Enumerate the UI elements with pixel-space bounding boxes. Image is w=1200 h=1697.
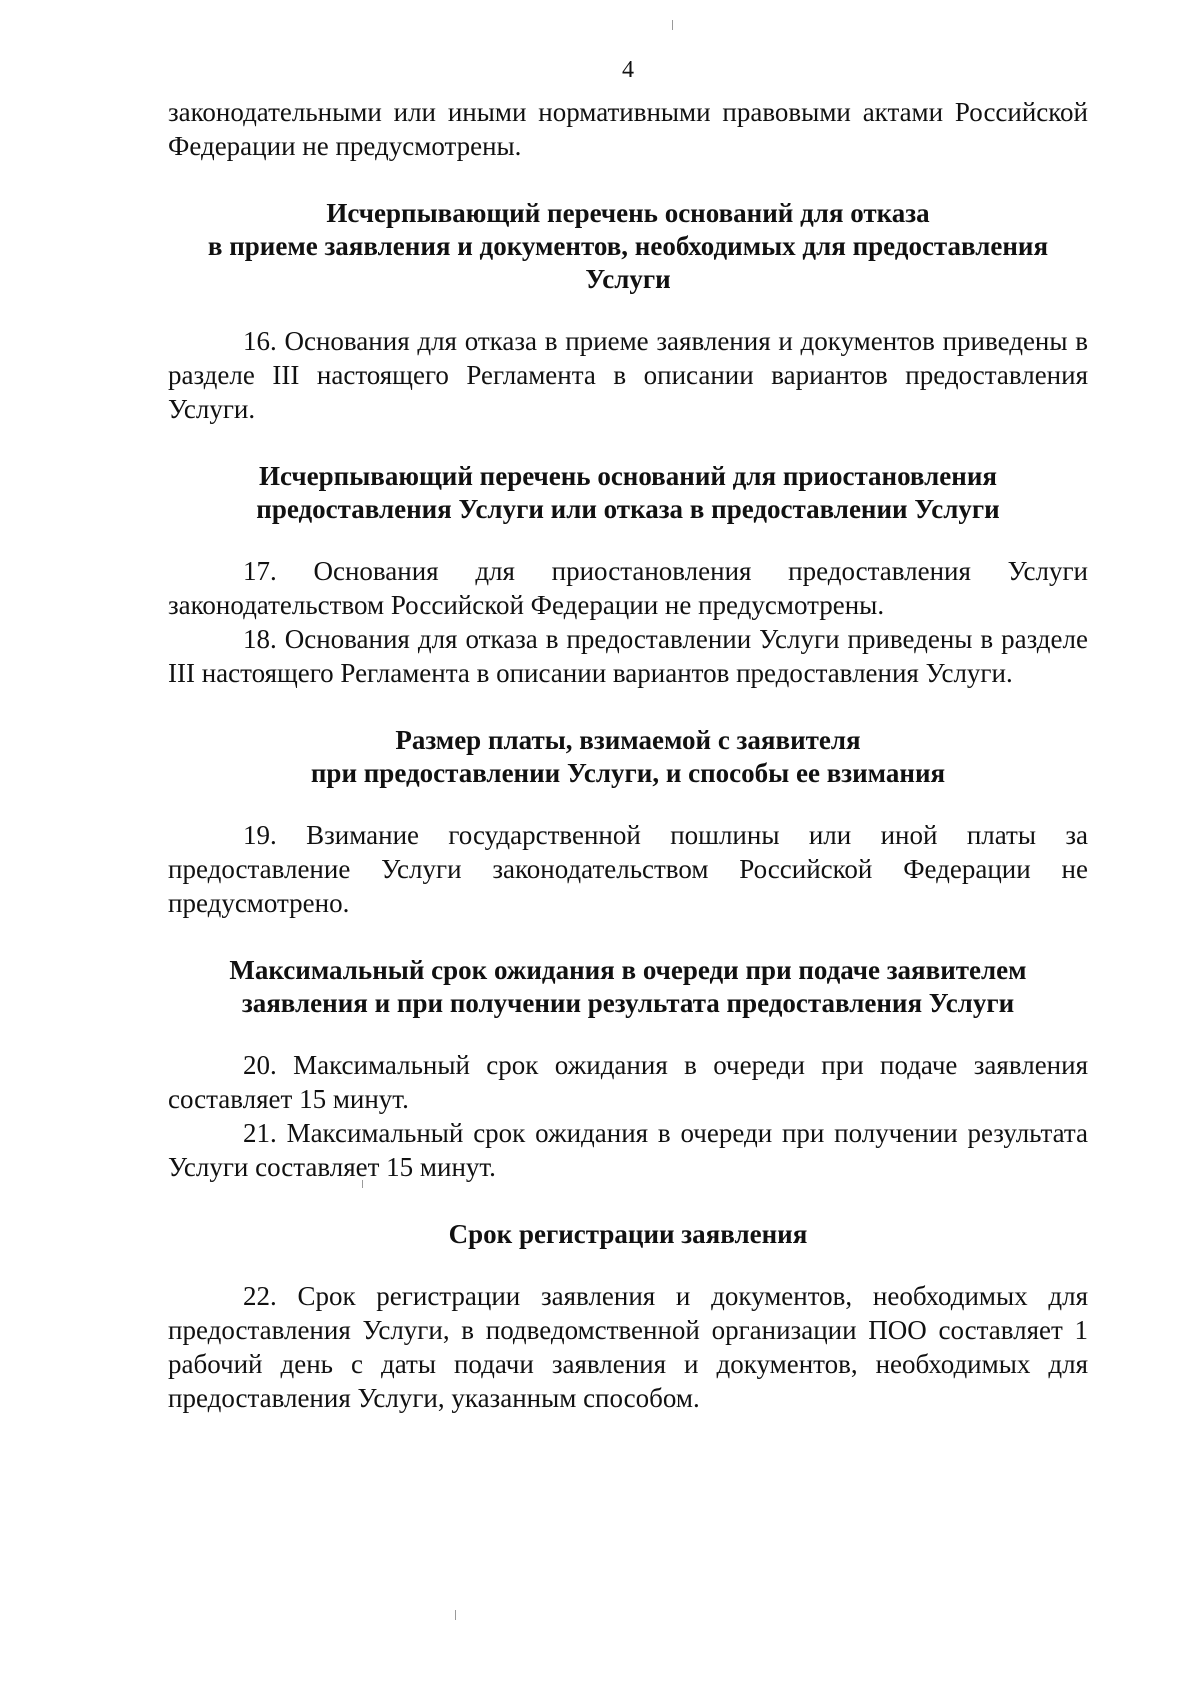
section-refusal-acceptance: [168, 197, 1088, 426]
section-heading: [168, 724, 1088, 790]
paragraph-22: 22. Срок регистрации заявления и документов, необходимых для предоставления Услуги, в подведомственной организации ПОО составляет 1 рабочий день с даты подачи заявления и документов, необходимых для предоставления Услуги, указанным способом.: [168, 1281, 1088, 1413]
heading-line: Услуги: [585, 264, 671, 294]
section-suspension-refusal: [168, 460, 1088, 690]
heading-line: Срок регистрации заявления: [448, 1219, 808, 1249]
heading-line: Максимальный срок ожидания в очереди при подаче заявителем: [229, 955, 1027, 985]
paragraph-18: 18. Основания для отказа в предоставлении Услуги приведены в разделе III настоящего Регламента в описании вариантов предоставления Услуги.: [168, 624, 1088, 688]
continuation-paragraph: законодательными или иными нормативными правовыми актами Российской Федерации не предусмотрены.: [168, 97, 1088, 161]
heading-line: заявления и при получении результата предоставления Услуги: [241, 988, 1015, 1018]
paragraph-20: 20. Максимальный срок ожидания в очереди при подаче заявления составляет 15 минут.: [168, 1050, 1088, 1114]
paragraph-19: 19. Взимание государственной пошлины или иной платы за предоставление Услуги законодательством Российской Федерации не предусмотрено.: [168, 820, 1088, 918]
section-heading: [168, 197, 1088, 296]
section-heading: [168, 954, 1088, 1020]
heading-line: в приеме заявления и документов, необходимых для предоставления: [207, 231, 1049, 261]
section-heading: [168, 460, 1088, 526]
scan-mark-top: [672, 20, 673, 30]
heading-line: Исчерпывающий перечень оснований для приостановления: [258, 461, 998, 491]
section-fee: [168, 724, 1088, 920]
scan-mark-bottom: [455, 1610, 456, 1620]
heading-line: Размер платы, взимаемой с заявителя: [395, 725, 861, 755]
heading-line: при предоставлении Услуги, и способы ее взимания: [310, 758, 946, 788]
paragraph-17: 17. Основания для приостановления предоставления Услуги законодательством Российской Федерации не предусмотрены.: [168, 556, 1088, 620]
section-waiting-time: [168, 954, 1088, 1184]
document-page: [168, 55, 1088, 1415]
heading-line: предоставления Услуги или отказа в предоставлении Услуги: [256, 494, 1000, 524]
section-heading: [168, 1218, 1088, 1251]
paragraph-21: 21. Максимальный срок ожидания в очереди при получении результата Услуги составляет 15 минут.: [168, 1118, 1088, 1182]
section-registration-time: [168, 1218, 1088, 1415]
heading-line: Исчерпывающий перечень оснований для отказа: [326, 198, 930, 228]
page-number: 4: [622, 57, 634, 83]
paragraph-16: 16. Основания для отказа в приеме заявления и документов приведены в разделе III настоящего Регламента в описании вариантов предоставления Услуги.: [168, 326, 1088, 424]
